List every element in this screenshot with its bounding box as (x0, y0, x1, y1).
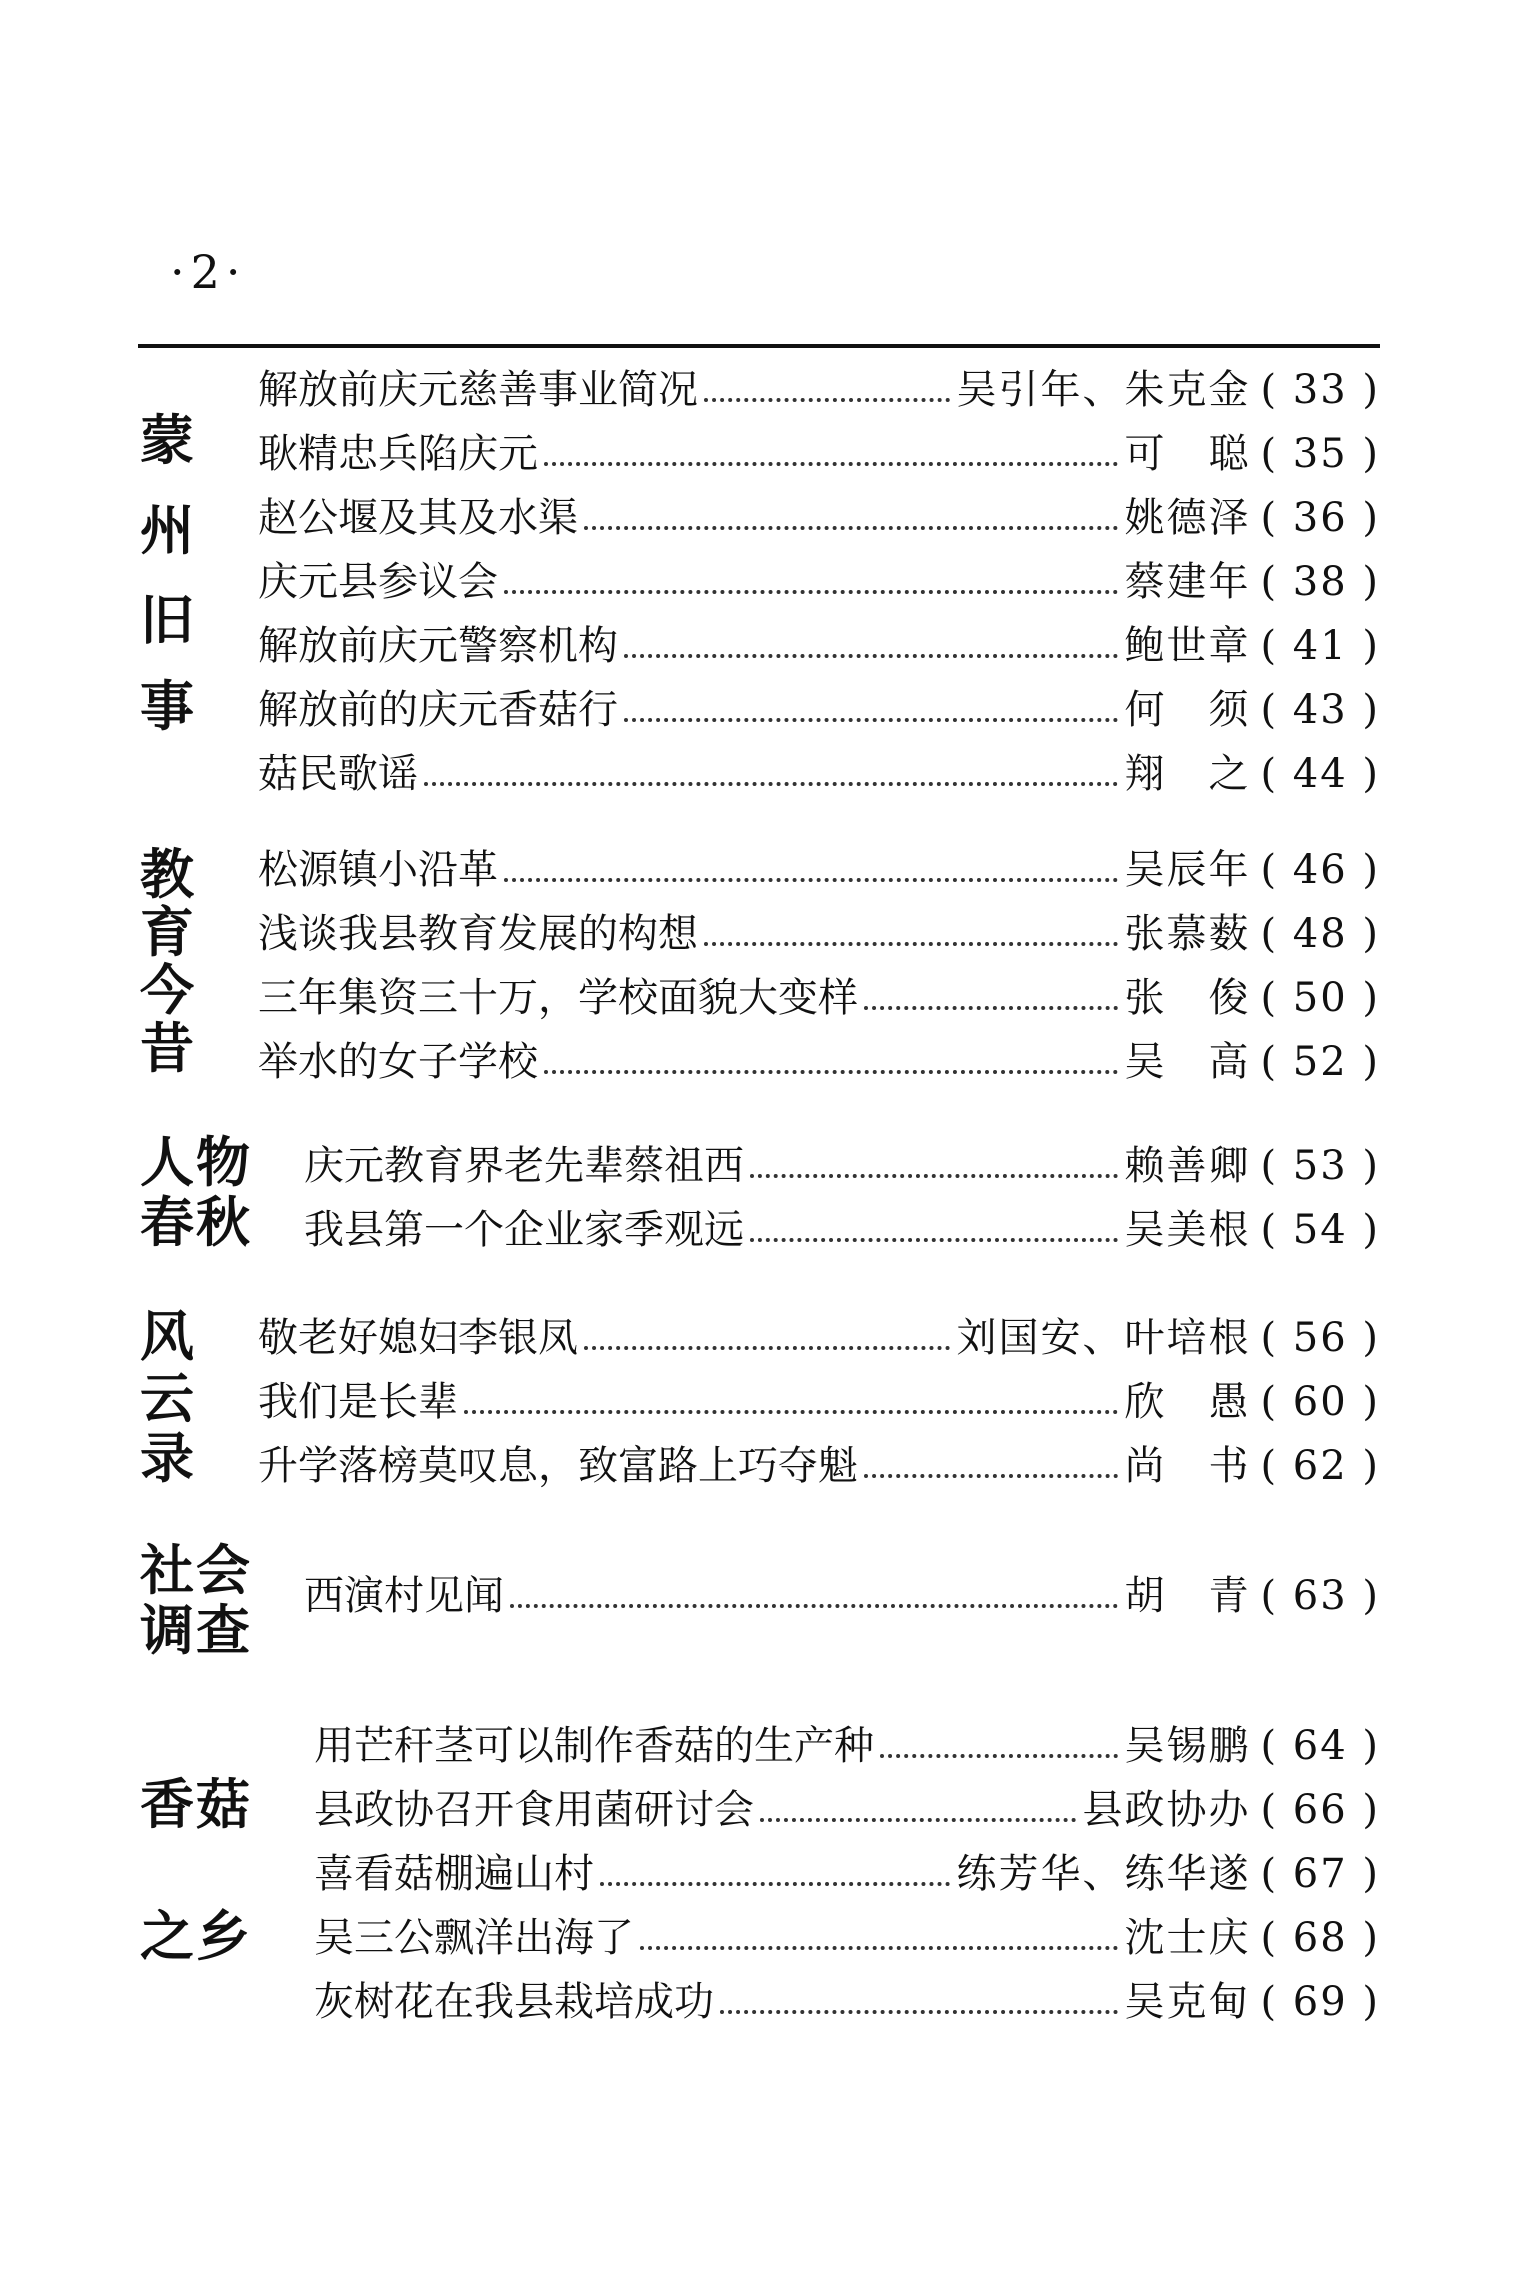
toc-entry[interactable] (304, 1564, 1380, 1628)
entry-page: ( 44 ) (1260, 751, 1380, 797)
entry-author: 县政协办 (1082, 1787, 1251, 1833)
entry-title: 解放前的庆元香菇行 (258, 687, 618, 733)
dot-leader (510, 1600, 1118, 1608)
toc-entry[interactable] (258, 358, 1380, 422)
toc-entry[interactable] (258, 838, 1380, 902)
entry-title: 升学落榜莫叹息，致富路上巧夺魁 (258, 1443, 858, 1489)
heading-line: 之乡 (140, 1905, 252, 1968)
entry-author: 吴克甸 (1124, 1979, 1251, 2025)
entry-page: ( 60 ) (1260, 1379, 1380, 1425)
toc-entry[interactable] (258, 422, 1380, 486)
entry-title: 西演村见闻 (304, 1573, 504, 1619)
entry-page: ( 53 ) (1260, 1143, 1380, 1189)
dot-leader (600, 1878, 950, 1886)
toc-entry[interactable] (258, 966, 1380, 1030)
entry-page: ( 46 ) (1260, 847, 1380, 893)
heading-line: 春秋 (140, 1191, 252, 1254)
header-rule (138, 344, 1380, 348)
entry-page: ( 62 ) (1260, 1443, 1380, 1489)
toc-entry[interactable] (258, 550, 1380, 614)
toc-entry[interactable] (258, 614, 1380, 678)
entry-title: 举水的女子学校 (258, 1039, 538, 1085)
toc-entry[interactable] (304, 1198, 1380, 1262)
entry-title: 喜看菇棚遍山村 (314, 1851, 594, 1897)
entry-author: 吴 高 (1124, 1039, 1251, 1085)
toc-entry[interactable] (314, 1778, 1380, 1842)
entry-page: ( 41 ) (1260, 623, 1380, 669)
entry-page: ( 36 ) (1260, 495, 1380, 541)
entry-title: 菇民歌谣 (258, 751, 418, 797)
heading-line: 香菇 (140, 1773, 252, 1836)
entry-author: 刘国安、叶培根 (956, 1315, 1251, 1361)
toc-entry[interactable] (258, 678, 1380, 742)
entry-title: 解放前庆元慈善事业简况 (258, 367, 698, 413)
entry-page: ( 68 ) (1260, 1915, 1380, 1961)
dot-leader (880, 1750, 1118, 1758)
entry-title: 松源镇小沿革 (258, 847, 498, 893)
entry-title: 吴三公飘洋出海了 (314, 1915, 634, 1961)
dot-leader (640, 1942, 1118, 1950)
heading-char: 今 (140, 959, 194, 1022)
entry-title: 用芒秆茎可以制作香菇的生产种 (314, 1723, 874, 1769)
heading-char: 风 (140, 1305, 194, 1368)
toc-entry[interactable] (258, 1370, 1380, 1434)
dot-leader (464, 1406, 1118, 1414)
entry-author: 胡 青 (1124, 1573, 1251, 1619)
toc-entry[interactable] (314, 1906, 1380, 1970)
heading-char: 云 (140, 1367, 194, 1430)
entry-page: ( 69 ) (1260, 1979, 1380, 2025)
entry-page: ( 38 ) (1260, 559, 1380, 605)
dot-leader (504, 874, 1118, 882)
dot-leader (704, 394, 950, 402)
entry-title: 解放前庆元警察机构 (258, 623, 618, 669)
heading-char: 州 (140, 499, 194, 562)
entry-author: 鲍世章 (1124, 623, 1251, 669)
heading-line: 人物 (140, 1131, 252, 1194)
entry-page: ( 67 ) (1260, 1851, 1380, 1897)
dot-leader (760, 1814, 1076, 1822)
entry-author: 吴美根 (1124, 1207, 1251, 1253)
entry-page: ( 63 ) (1260, 1573, 1380, 1619)
entry-author: 可 聪 (1124, 431, 1251, 477)
entry-author: 蔡建年 (1124, 559, 1251, 605)
dot-leader (864, 1470, 1118, 1478)
toc-entry[interactable] (258, 1030, 1380, 1094)
dot-leader (504, 586, 1118, 594)
dot-leader (864, 1002, 1118, 1010)
entry-author: 沈士庆 (1124, 1915, 1251, 1961)
dot-leader (584, 522, 1118, 530)
entry-page: ( 50 ) (1260, 975, 1380, 1021)
entry-author: 姚德泽 (1124, 495, 1251, 541)
entry-page: ( 64 ) (1260, 1723, 1380, 1769)
dot-leader (704, 938, 1118, 946)
entry-author: 吴辰年 (1124, 847, 1251, 893)
toc-entry[interactable] (258, 742, 1380, 806)
dot-leader (750, 1234, 1118, 1242)
dot-leader (424, 778, 1118, 786)
entry-page: ( 66 ) (1260, 1787, 1380, 1833)
heading-line: 调查 (140, 1599, 252, 1662)
entry-author: 赖善卿 (1124, 1143, 1251, 1189)
entry-author: 练芳华、练华遂 (956, 1851, 1251, 1897)
dot-leader (624, 714, 1118, 722)
entry-page: ( 54 ) (1260, 1207, 1380, 1253)
page-number: ·2· (170, 245, 247, 299)
entry-author: 尚 书 (1124, 1443, 1251, 1489)
dot-leader (544, 458, 1118, 466)
entry-title: 灰树花在我县栽培成功 (314, 1979, 714, 2025)
dot-leader (720, 2006, 1118, 2014)
heading-char: 教 (140, 843, 194, 906)
dot-leader (544, 1066, 1118, 1074)
heading-char: 育 (140, 901, 194, 964)
toc-entry[interactable] (258, 902, 1380, 966)
entry-page: ( 52 ) (1260, 1039, 1380, 1085)
toc-entry[interactable] (314, 1714, 1380, 1778)
entry-title: 赵公堰及其及水渠 (258, 495, 578, 541)
entry-author: 吴引年、朱克金 (956, 367, 1251, 413)
entry-title: 庆元教育界老先辈蔡祖西 (304, 1143, 744, 1189)
entry-title: 三年集资三十万，学校面貌大变样 (258, 975, 858, 1021)
entry-page: ( 35 ) (1260, 431, 1380, 477)
entry-author: 翔 之 (1124, 751, 1251, 797)
entry-page: ( 56 ) (1260, 1315, 1380, 1361)
heading-char: 录 (140, 1427, 194, 1490)
dot-leader (584, 1342, 950, 1350)
entry-page: ( 48 ) (1260, 911, 1380, 957)
heading-char: 蒙 (140, 409, 194, 472)
entry-title: 庆元县参议会 (258, 559, 498, 605)
toc-entry[interactable] (258, 1434, 1380, 1498)
entry-title: 敬老好媳妇李银凤 (258, 1315, 578, 1361)
entry-author: 吴锡鹏 (1124, 1723, 1251, 1769)
dot-leader (624, 650, 1118, 658)
entry-title: 我们是长辈 (258, 1379, 458, 1425)
entry-author: 张 俊 (1124, 975, 1251, 1021)
entry-page: ( 33 ) (1260, 367, 1380, 413)
entry-page: ( 43 ) (1260, 687, 1380, 733)
heading-char: 事 (140, 675, 194, 738)
toc-entry[interactable] (314, 1842, 1380, 1906)
toc-entry[interactable] (304, 1134, 1380, 1198)
dot-leader (750, 1170, 1118, 1178)
heading-line: 社会 (140, 1539, 252, 1602)
entry-title: 耿精忠兵陷庆元 (258, 431, 538, 477)
toc-entry[interactable] (314, 1970, 1380, 2034)
entry-title: 我县第一个企业家季观远 (304, 1207, 744, 1253)
entry-author: 何 须 (1124, 687, 1251, 733)
heading-char: 旧 (140, 589, 194, 652)
toc-entry[interactable] (258, 1306, 1380, 1370)
entry-author: 欣 愚 (1124, 1379, 1251, 1425)
entry-author: 张慕薮 (1124, 911, 1251, 957)
heading-char: 昔 (140, 1017, 194, 1080)
toc-entry[interactable] (258, 486, 1380, 550)
entry-title: 浅谈我县教育发展的构想 (258, 911, 698, 957)
entry-title: 县政协召开食用菌研讨会 (314, 1787, 754, 1833)
